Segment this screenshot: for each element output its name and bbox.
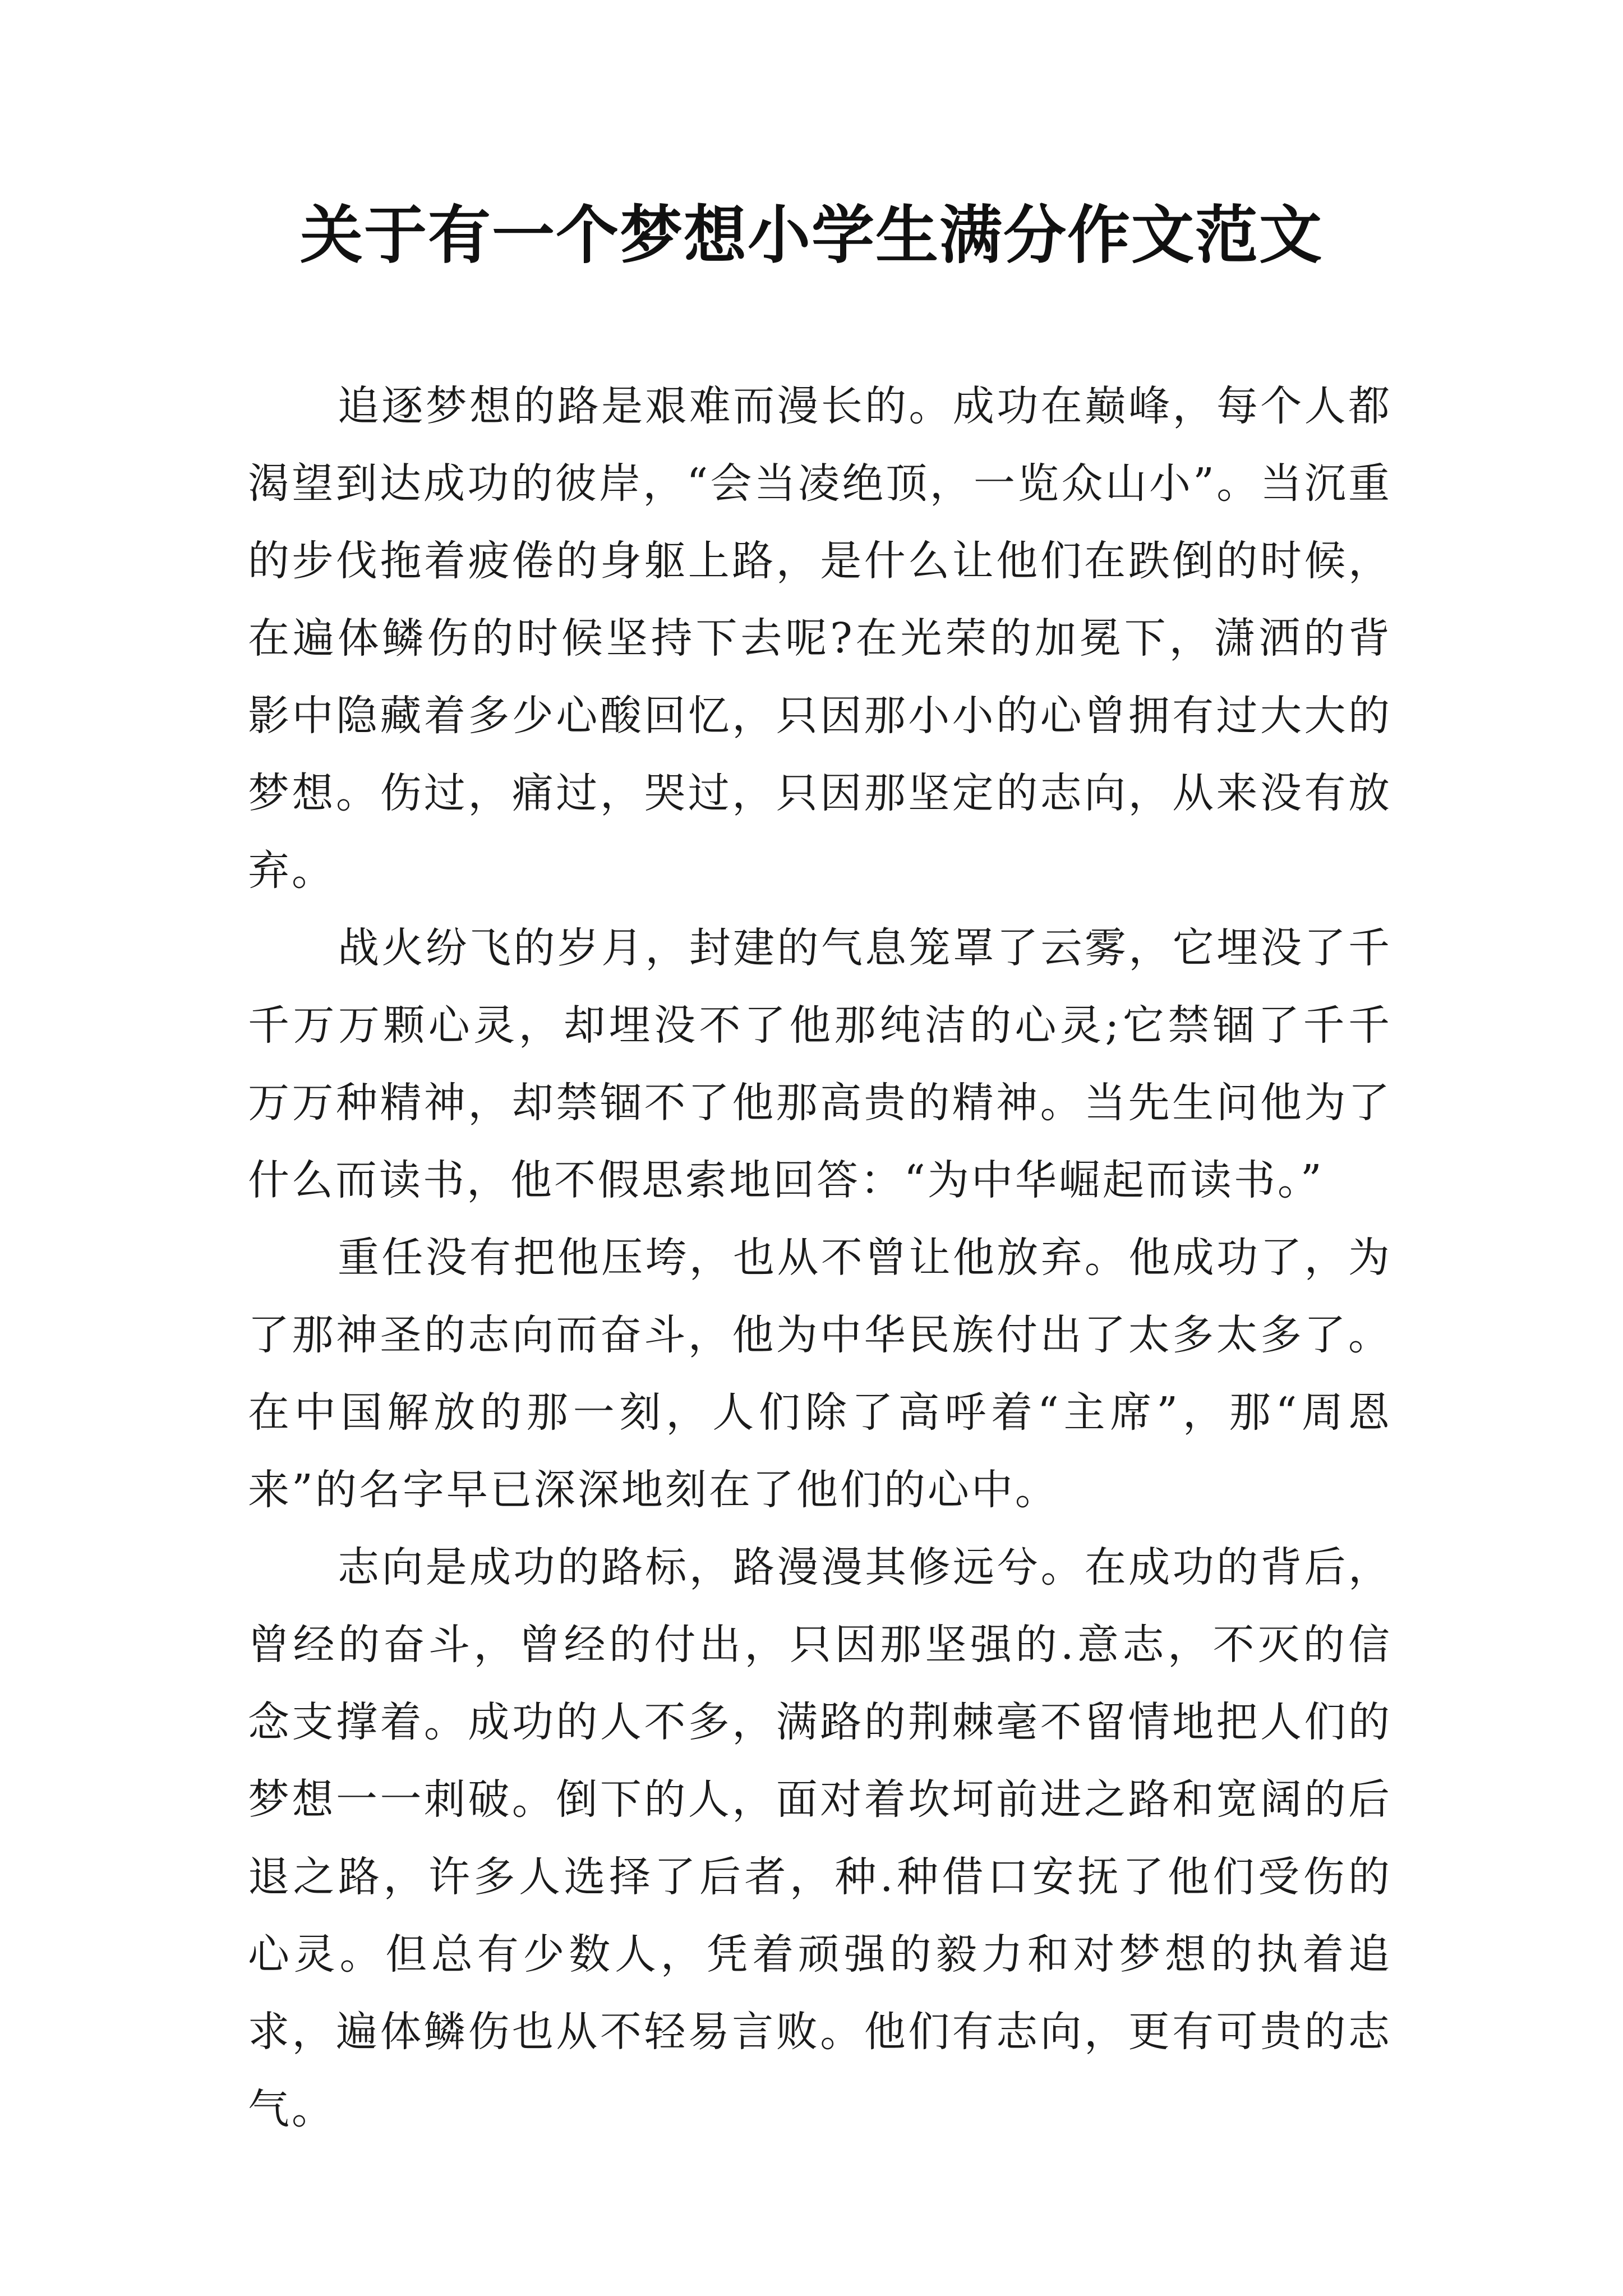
paragraph-4: 志向是成功的路标，路漫漫其修远兮。在成功的背后，曾经的奋斗，曾经的付出，只因那坚强的.意志，不灭的信念支撑着。成功的人不多，满路的荆棘毫不留情地把人们的梦想一一刺破。倒下的人，面对着坎坷前进之路和宽阔的后退之路，许多人选择了后者，种.种借口安抚了他们受伤的心灵。但总有少数人，凭着顽强的毅力和对梦想的执着追求，遍体鳞伤也从不轻易言败。他们有志向，更有可贵的志气。: [248, 1543, 1392, 2133]
paragraph-3: 重任没有把他压垮，也从不曾让他放弃。他成功了，为了那神圣的志向而奋斗，他为中华民族付出了太多太多了。在中国解放的那一刻，人们除了高呼着“主席”，那“周恩来”的名字早已深深地刻在了他们的心中。: [248, 1234, 1392, 1514]
document-body: [248, 367, 1392, 2148]
paragraph-1: 追逐梦想的路是艰难而漫长的。成功在巅峰，每个人都渴望到达成功的彼岸，“会当凌绝顶，一览众山小”。当沉重的步伐拖着疲倦的身躯上路，是什么让他们在跌倒的时候，在遍体鳞伤的时候坚持下去呢?在光荣的加冕下，潇洒的背影中隐藏着多少心酸回忆，只因那小小的心曾拥有过大大的梦想。伤过，痛过，哭过，只因那坚定的志向，从来没有放弃。: [248, 382, 1392, 895]
paragraph-2: 战火纷飞的岁月，封建的气息笼罩了云雾，它埋没了千千万万颗心灵，却埋没不了他那纯洁的心灵;它禁锢了千千万万种精神，却禁锢不了他那高贵的精神。当先生问他为了什么而读书，他不假思索地回答：“为中华崛起而读书。”: [248, 924, 1392, 1204]
document-title: 关于有一个梦想小学生满分作文范文: [300, 199, 1323, 272]
